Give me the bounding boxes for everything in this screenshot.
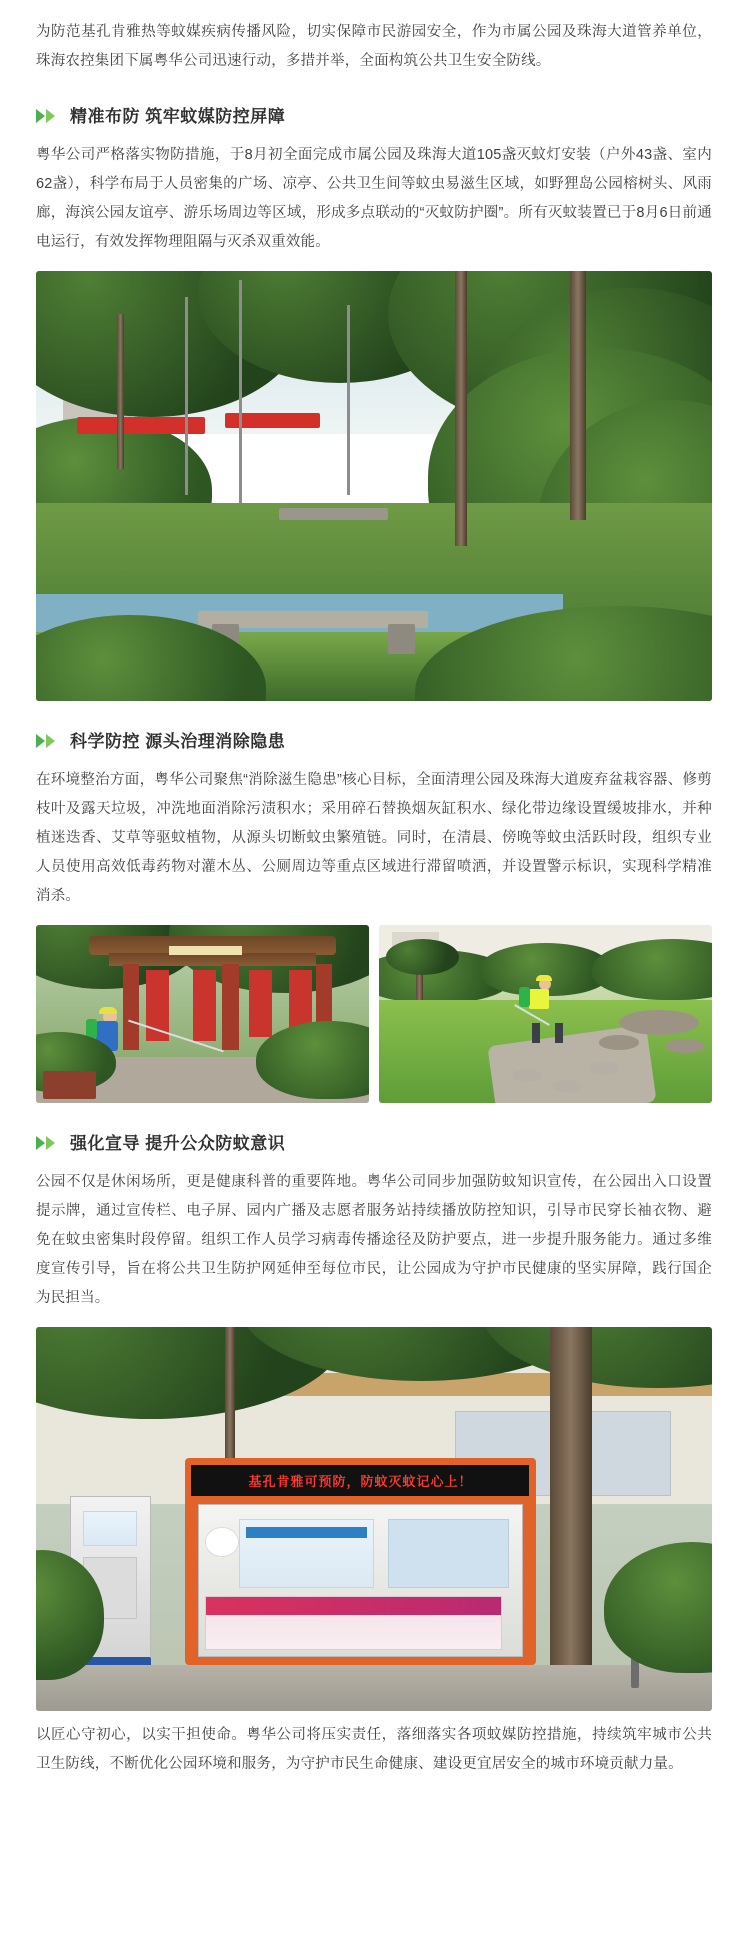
- photo-pair-spraying: [36, 925, 712, 1103]
- section-paragraph-scientific-control: 在环境整治方面，粤华公司聚焦“消除滋生隐患”核心目标，全面清理公园及珠海大道废弃盆栽容器、修剪枝叶及露天垃圾，冲洗地面消除污渍积水；采用碎石替换烟灰缸积水、绿化带边缘设置缓坡排水，并种植迷迭香、艾草等驱蚊植物，从源头切断蚊虫繁殖链。同时，在清晨、傍晚等蚊虫活跃时段，组织专业人员使用高效低毒药物对灌木丛、公厕周边等重点区域进行滞留喷洒，并设置警示标识，实现科学精准消杀。: [36, 772, 712, 904]
- section-paragraph-publicity: 公园不仅是休闲场所，更是健康科普的重要阵地。粤华公司同步加强防蚊知识宣传，在公园出入口设置提示牌，通过宣传栏、电子屏、园内广播及志愿者服务站持续播放防控知识，引导市民穿长袖衣物、避免在蚊虫密集时段停留。组织工作人员学习病毒传播途径及防护要点，进一步提升服务能力。通过多维度宣传引导，旨在将公共卫生防护网延伸至每位市民，让公园成为守护市民健康的坚实屏障，践行国企为民担当。: [36, 1174, 712, 1306]
- closing-paragraph: 以匠心守初心，以实干担使命。粤华公司将压实责任，落细落实各项蚊媒防控措施，持续筑牢城市公共卫生防线，不断优化公园环境和服务，为守护市民生命健康、建设更宜居安全的城市环境贡献力量。: [36, 1727, 712, 1772]
- section-heading-publicity: [36, 1129, 712, 1154]
- double-arrow-icon: [36, 107, 62, 125]
- double-arrow-icon: [36, 732, 62, 750]
- photo-lawn-spraying: [379, 925, 712, 1103]
- double-arrow-icon: [36, 1134, 62, 1152]
- led-banner-text: 基孔肯雅可预防，防蚊灭蚊记心上！: [248, 1474, 473, 1490]
- section-title: 科学防控 源头治理消除隐患: [70, 732, 286, 751]
- section-heading-precise-prevention: [36, 102, 712, 127]
- photo-volunteer-kiosk: [36, 1327, 712, 1711]
- section-title: 强化宣导 提升公众防蚊意识: [70, 1134, 286, 1153]
- photo-park-greenbelt: [36, 271, 712, 701]
- photo-pavilion-spraying: [36, 925, 369, 1103]
- section-heading-scientific-control: [36, 727, 712, 752]
- section-title: 精准布防 筑牢蚊媒防控屏障: [70, 107, 286, 126]
- intro-paragraph: 为防范基孔肯雅热等蚊媒疾病传播风险，切实保障市民游园安全，作为市属公园及珠海大道管养单位，珠海农控集团下属粤华公司迅速行动，多措并举，全面构筑公共卫生安全防线。: [36, 24, 712, 69]
- section-paragraph-precise-prevention: 粤华公司严格落实物防措施，于8月初全面完成市属公园及珠海大道105盏灭蚊灯安装（户外43盏、室内62盏），科学布局于人员密集的广场、凉亭、公共卫生间等蚊虫易滋生区域，如野狸岛公园榕树头、风雨廊，海滨公园友谊亭、游乐场周边等区域，形成多点联动的“灭蚊防护圈”。所有灭蚊装置已于8月6日前通电运行，有效发挥物理阻隔与灭杀双重效能。: [36, 147, 712, 250]
